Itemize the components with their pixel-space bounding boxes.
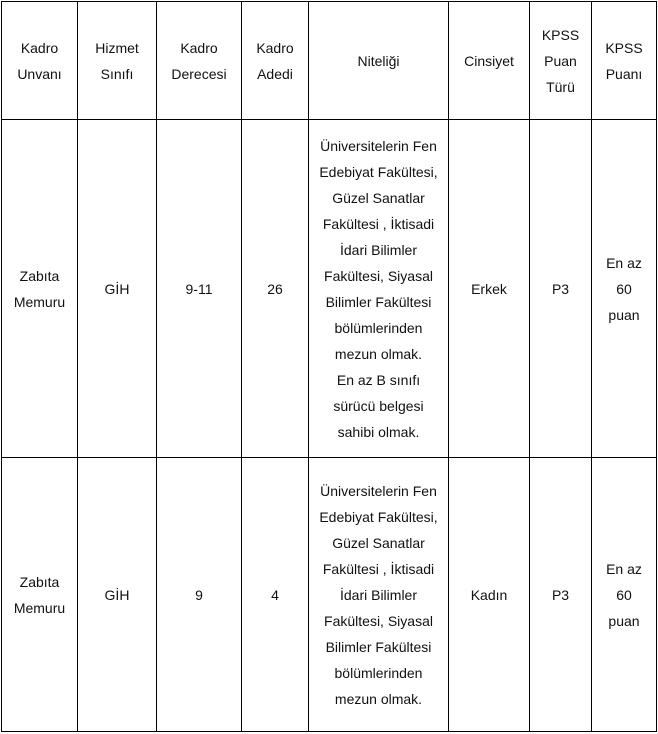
header-cinsiyet: Cinsiyet — [449, 2, 530, 120]
table-row — [2, 458, 657, 732]
cell-kpss-puan-turu: P3 — [530, 120, 592, 458]
header-kadro-adedi: Kadro Adedi — [242, 2, 309, 120]
cell-kpss-puani: En az 60 puan — [592, 458, 657, 732]
header-niteligi: Niteliği — [309, 2, 449, 120]
cell-hizmet-sinifi: GİH — [78, 458, 157, 732]
cell-kpss-puani: En az 60 puan — [592, 120, 657, 458]
table-row — [2, 120, 657, 458]
cell-kadro-adedi: 26 — [242, 120, 309, 458]
kadro-table — [1, 1, 657, 732]
cell-niteligi: Üniversitelerin Fen Edebiyat Fakültesi, Güzel Sanatlar Fakültesi , İktisadi İdari Bilimler Fakültesi, Siyasal Bilimler Fakültesi bölümlerinden mezun olmak. En az B sınıfı sürücü belgesi sahibi olmak. — [309, 120, 449, 458]
header-hizmet-sinifi: Hizmet Sınıfı — [78, 2, 157, 120]
cell-kadro-unvani: Zabıta Memuru — [2, 458, 78, 732]
cell-kadro-adedi: 4 — [242, 458, 309, 732]
cell-kadro-derecesi: 9 — [157, 458, 242, 732]
cell-kpss-puan-turu: P3 — [530, 458, 592, 732]
header-kpss-puan-turu: KPSS Puan Türü — [530, 2, 592, 120]
cell-cinsiyet: Kadın — [449, 458, 530, 732]
table-header-row — [2, 2, 657, 120]
cell-kadro-unvani: Zabıta Memuru — [2, 120, 78, 458]
cell-niteligi: Üniversitelerin Fen Edebiyat Fakültesi, Güzel Sanatlar Fakültesi , İktisadi İdari Bilimler Fakültesi, Siyasal Bilimler Fakültesi bölümlerinden mezun olmak. — [309, 458, 449, 732]
header-kadro-unvani: Kadro Unvanı — [2, 2, 78, 120]
cell-cinsiyet: Erkek — [449, 120, 530, 458]
header-kadro-derecesi: Kadro Derecesi — [157, 2, 242, 120]
cell-kadro-derecesi: 9-11 — [157, 120, 242, 458]
cell-hizmet-sinifi: GİH — [78, 120, 157, 458]
header-kpss-puani: KPSS Puanı — [592, 2, 657, 120]
